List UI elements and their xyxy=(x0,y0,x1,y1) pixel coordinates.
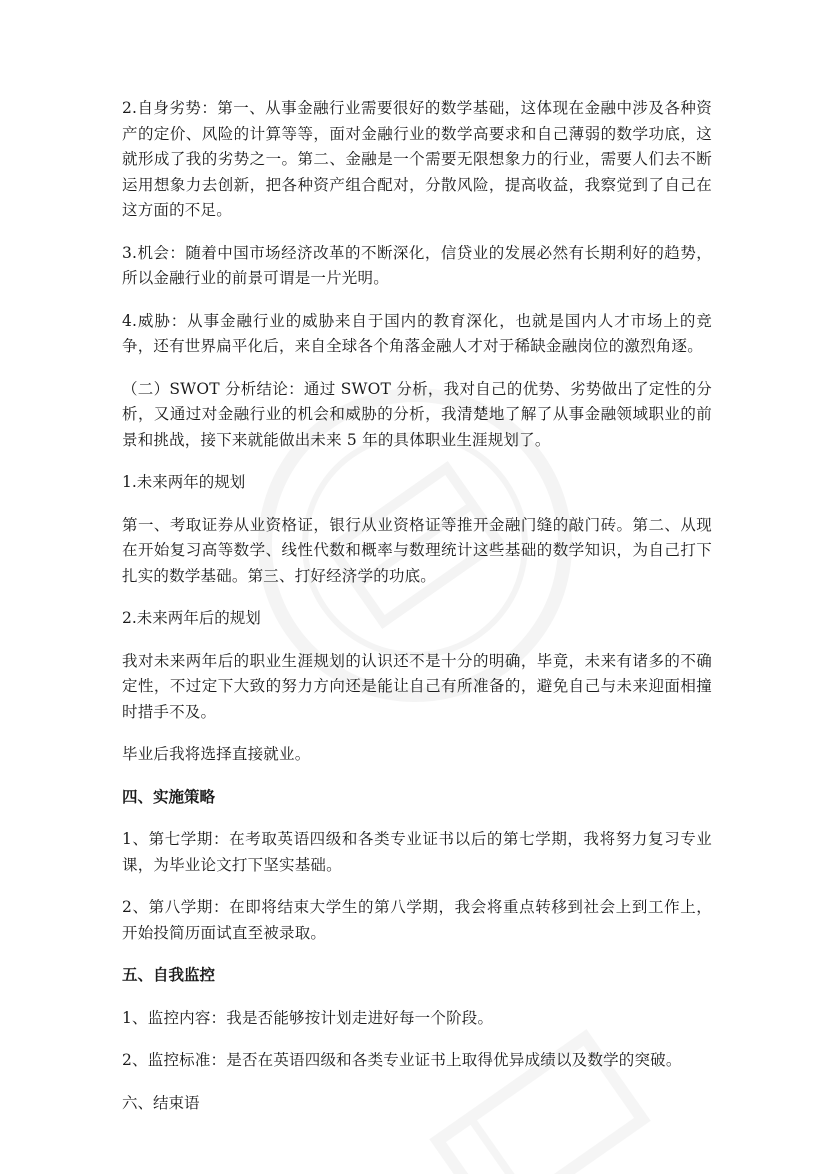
plan-two-years-title: 1.未来两年的规划 xyxy=(122,473,246,491)
paragraph-monitor-content: 1、监控内容：我是否能够按计划走进好每一个阶段。 xyxy=(122,1008,494,1027)
paragraph-swot-conclusion: （二）SWOT 分析结论：通过 SWOT 分析，我对自己的优势、劣势做出了定性的分析，又通过对金融行业的机会和威胁的分析，我清楚地了解了从事金融领域职业的前景和挑战，接下来就能做出未来 5 年的具体职业生涯规划了。 xyxy=(122,379,712,449)
document-body xyxy=(122,96,712,1133)
paragraph-graduation: 毕业后我将选择直接就业。 xyxy=(122,745,311,763)
paragraph-plan-after: 我对未来两年后的职业生涯规划的认识还不是十分的明确，毕竟，未来有诸多的不确定性，不过定下大致的努力方向还是能让自己有所准备的，避免自己与未来迎面相撞时措手不及。 xyxy=(122,651,712,721)
paragraph-weakness: 2.自身劣势：第一、从事金融行业需要很好的数学基础，这体现在金融中涉及各种资产的定价、风险的计算等等，面对金融行业的数学高要求和自己薄弱的数学功底，这就形成了我的劣势之一。第二、金融是一个需要无限想象力的行业，需要人们去不断运用想象力去创新，把各种资产组合配对，分散风险，提高收益，我察觉到了自己在这方面的不足。 xyxy=(122,99,712,219)
paragraph-opportunity: 3.机会：随着中国市场经济改革的不断深化，信贷业的发展必然有长期利好的趋势，所以金融行业的前景可谓是一片光明。 xyxy=(122,243,712,287)
section-heading-strategy: 四、实施策略 xyxy=(122,787,216,806)
section-heading-monitor: 五、自我监控 xyxy=(122,966,216,984)
paragraph-plan-two-years: 第一、考取证券从业资格证，银行从业资格证等推开金融门缝的敲门砖。第二、从现在开始复习高等数学、线性代数和概率与数理统计这些基础的数学知识，为自己打下扎实的数学基础。第三、打好经济学的功底。 xyxy=(122,515,712,585)
paragraph-semester-seven: 1、第七学期：在考取英语四级和各类专业证书以后的第七学期，我将努力复习专业课，为毕业论文打下坚实基础。 xyxy=(122,830,712,874)
plan-after-title: 2.未来两年后的规划 xyxy=(122,609,261,627)
paragraph-semester-eight: 2、第八学期：在即将结束大学生的第八学期，我会将重点转移到社会上到工作上，开始投简历面试直至被录取。 xyxy=(122,898,712,942)
paragraph-monitor-standard: 2、监控标准：是否在英语四级和各类专业证书上取得优异成绩以及数学的突破。 xyxy=(122,1051,682,1069)
paragraph-threat: 4.威胁：从事金融行业的威胁来自于国内的教育深化，也就是国内人才市场上的竞争，还有世界扁平化后，来自全球各个角落金融人才对于稀缺金融岗位的激烈角逐。 xyxy=(122,311,712,355)
section-heading-closing: 六、结束语 xyxy=(122,1093,200,1112)
